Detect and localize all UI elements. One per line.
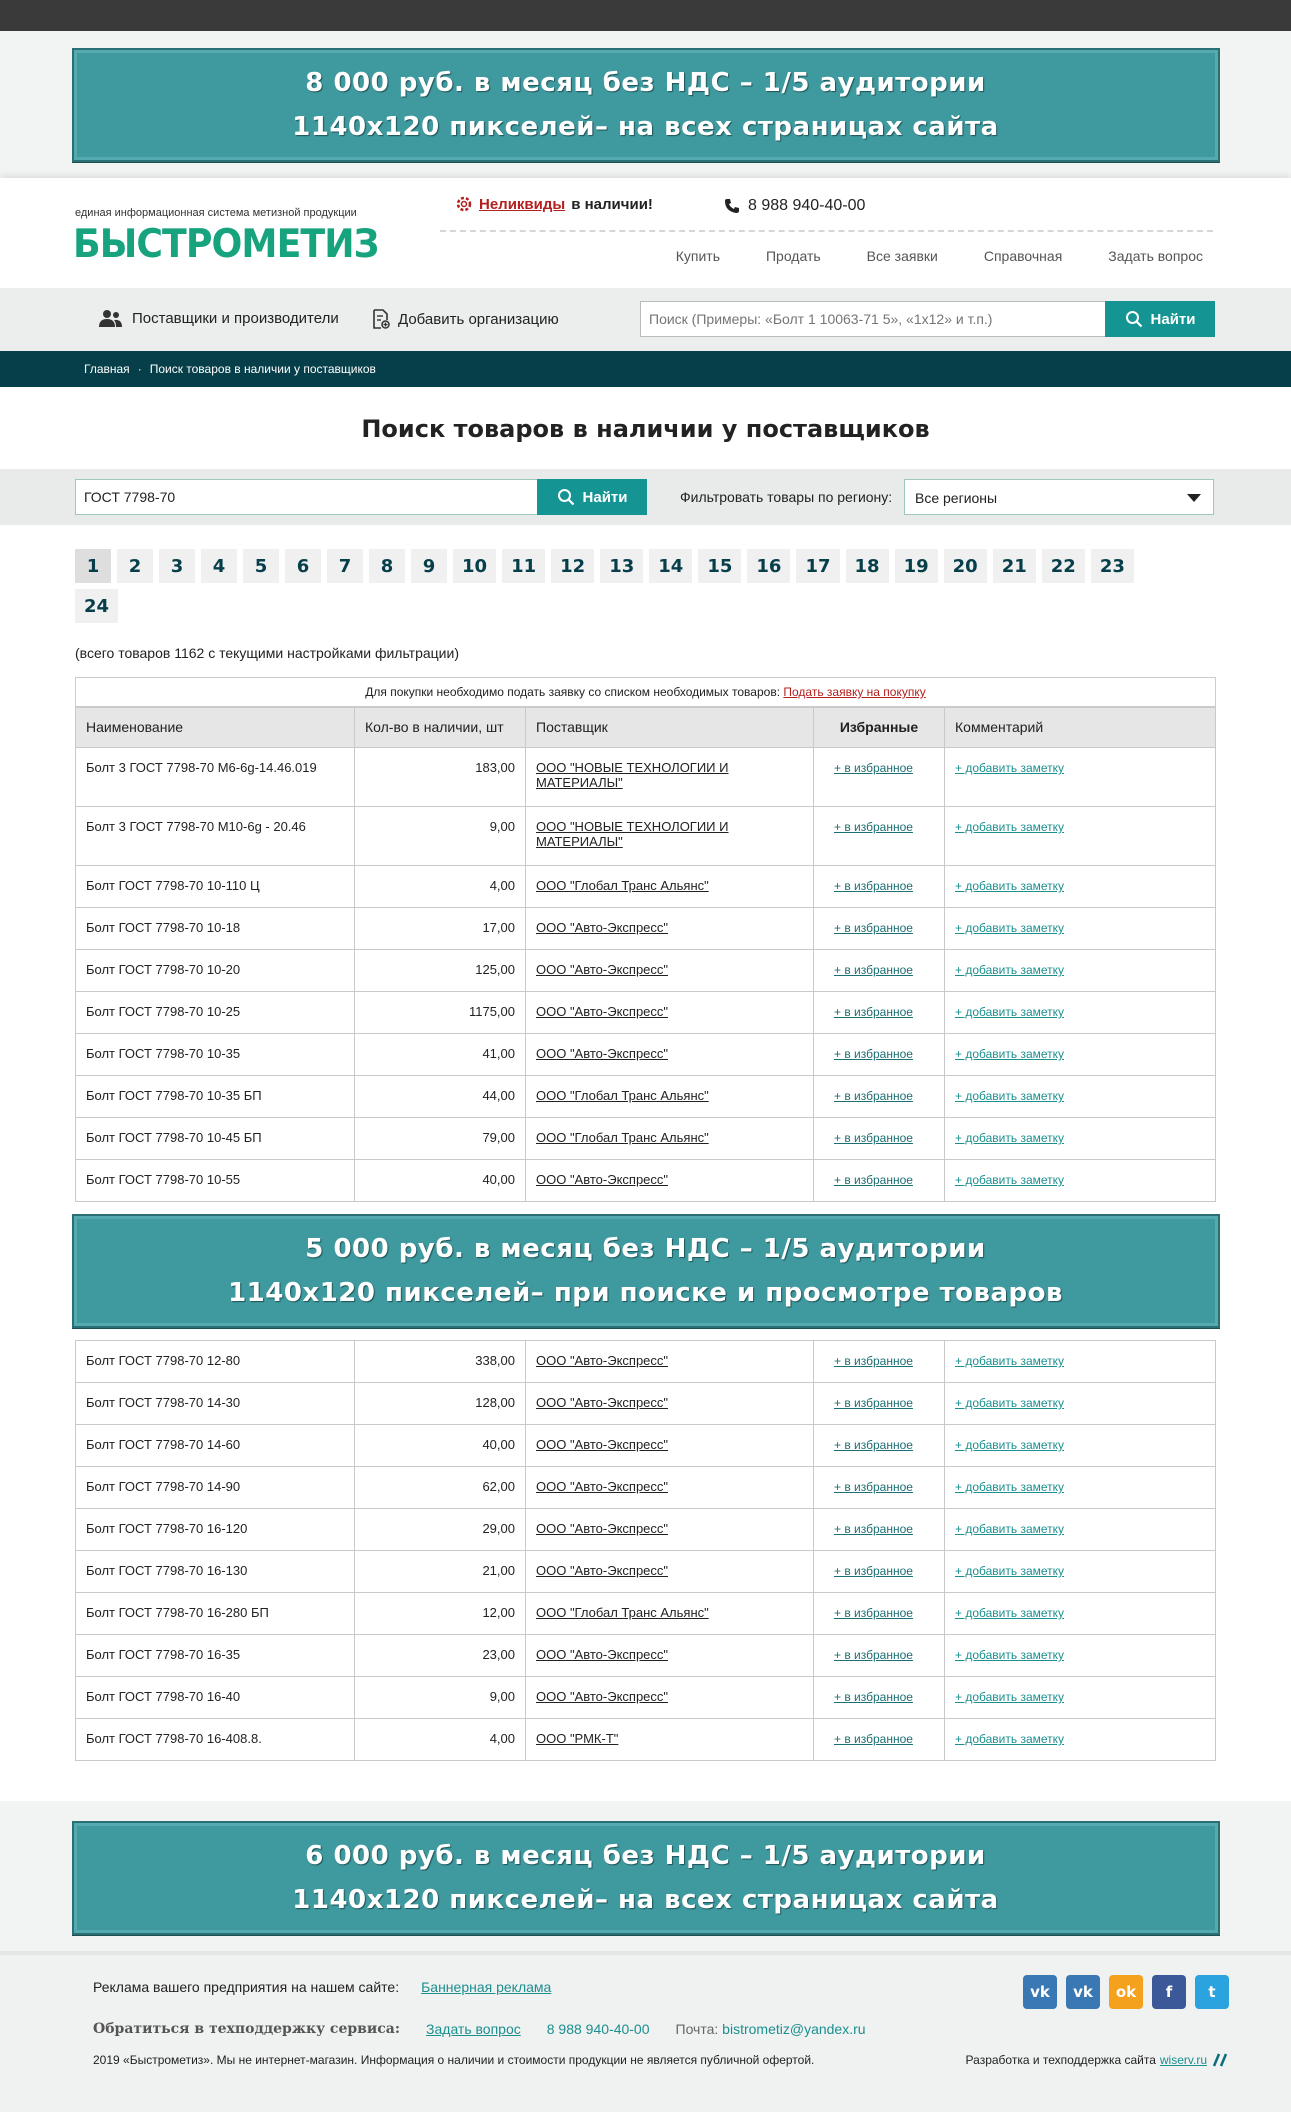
developer-logo-icon bbox=[1211, 2053, 1229, 2067]
page-title: Поиск товаров в наличии у поставщиков bbox=[361, 415, 930, 443]
product-name: Болт ГОСТ 7798-70 12-80 bbox=[76, 1341, 355, 1383]
product-name: Болт ГОСТ 7798-70 10-110 Ц bbox=[76, 866, 355, 908]
page-21-button[interactable]: 21 bbox=[993, 549, 1036, 583]
supplier-link[interactable]: ООО "Авто-Экспресс" bbox=[536, 920, 669, 935]
bottom-banner-wrap bbox=[0, 1801, 1291, 1951]
page-23-button[interactable]: 23 bbox=[1091, 549, 1134, 583]
add-note-link[interactable]: + добавить заметку bbox=[955, 1005, 1065, 1019]
total-count: (всего товаров 1162 с текущими настройками фильтрации) bbox=[75, 645, 459, 661]
comment-cell bbox=[945, 1635, 1216, 1677]
submit-purchase-request-link[interactable]: Подать заявку на покупку bbox=[783, 685, 926, 699]
site-search-button[interactable] bbox=[1105, 301, 1215, 337]
supplier-link[interactable]: ООО "Авто-Экспресс" bbox=[536, 1479, 669, 1494]
top-ad-banner[interactable] bbox=[72, 48, 1220, 162]
developer-label: Разработка и техподдержка сайта bbox=[965, 2053, 1156, 2067]
banner-line-2: 1140x120 пикселей– при поиске и просмотре товаров bbox=[228, 1278, 1063, 1308]
supplier-cell bbox=[526, 1509, 814, 1551]
comment-cell bbox=[945, 908, 1216, 950]
col-header-name: Наименование bbox=[76, 708, 355, 748]
page-24-button[interactable]: 24 bbox=[75, 589, 118, 623]
supplier-cell bbox=[526, 1551, 814, 1593]
page-1-button[interactable]: 1 bbox=[75, 549, 111, 583]
table-row bbox=[76, 807, 1216, 866]
product-name: Болт ГОСТ 7798-70 16-35 bbox=[76, 1635, 355, 1677]
product-name: Болт 3 ГОСТ 7798-70 М6-6g-14.46.019 bbox=[76, 748, 355, 807]
comment-cell bbox=[945, 866, 1216, 908]
add-note-link[interactable]: + добавить заметку bbox=[955, 1047, 1065, 1061]
mid-ad-banner[interactable] bbox=[72, 1214, 1220, 1328]
add-note-link[interactable]: + добавить заметку bbox=[955, 1438, 1065, 1452]
product-name: Болт ГОСТ 7798-70 10-18 bbox=[76, 908, 355, 950]
comment-cell bbox=[945, 1034, 1216, 1076]
supplier-cell bbox=[526, 1076, 814, 1118]
table-row bbox=[76, 1118, 1216, 1160]
nav-all-requests[interactable]: Все заявки bbox=[866, 248, 938, 264]
page-4-button[interactable]: 4 bbox=[201, 549, 237, 583]
supplier-cell bbox=[526, 1425, 814, 1467]
product-search-button[interactable] bbox=[537, 479, 647, 515]
page-10-button[interactable]: 10 bbox=[453, 549, 496, 583]
supplier-cell bbox=[526, 748, 814, 807]
social-links bbox=[1023, 1975, 1229, 2009]
table-row bbox=[76, 1635, 1216, 1677]
product-qty: 4,00 bbox=[355, 1719, 526, 1761]
add-note-link[interactable]: + добавить заметку bbox=[955, 761, 1065, 775]
comment-cell bbox=[945, 807, 1216, 866]
product-name: Болт ГОСТ 7798-70 14-30 bbox=[76, 1383, 355, 1425]
site-footer bbox=[0, 1951, 1291, 2088]
page-11-button[interactable]: 11 bbox=[502, 549, 545, 583]
banner-line-2: 1140x120 пикселей– на всех страницах сайта bbox=[292, 1885, 999, 1915]
add-to-favorites-link[interactable]: + в избранное bbox=[834, 963, 913, 977]
add-to-favorites-link[interactable]: + в избранное bbox=[834, 1005, 913, 1019]
breadcrumb-separator: · bbox=[137, 362, 142, 376]
table-row bbox=[76, 1677, 1216, 1719]
product-name: Болт ГОСТ 7798-70 16-120 bbox=[76, 1509, 355, 1551]
col-header-favorites: Избранные bbox=[814, 708, 945, 748]
footer-phone[interactable]: 8 988 940-40-00 bbox=[546, 2021, 650, 2037]
product-search-label: Найти bbox=[582, 488, 628, 506]
page-15-button[interactable]: 15 bbox=[698, 549, 741, 583]
page-19-button[interactable]: 19 bbox=[895, 549, 938, 583]
supplier-cell bbox=[526, 1383, 814, 1425]
supplier-cell bbox=[526, 866, 814, 908]
product-name: Болт ГОСТ 7798-70 10-20 bbox=[76, 950, 355, 992]
supplier-link[interactable]: ООО "Авто-Экспресс" bbox=[536, 1437, 669, 1452]
footer-ask-link[interactable]: Задать вопрос bbox=[426, 2021, 521, 2037]
top-banner-wrap bbox=[0, 31, 1291, 178]
add-to-favorites-link[interactable]: + в избранное bbox=[834, 1438, 913, 1452]
banner-line-2: 1140x120 пикселей– на всех страницах сайта bbox=[292, 112, 999, 142]
add-note-link[interactable]: + добавить заметку bbox=[955, 879, 1065, 893]
illiquid-text: в наличии! bbox=[571, 195, 653, 213]
odnoklassniki-icon[interactable]: ok bbox=[1109, 1975, 1143, 2009]
phone-number[interactable]: 8 988 940-40-00 bbox=[748, 197, 866, 214]
footer-ad-row bbox=[93, 1979, 551, 1995]
developer-link[interactable]: wiserv.ru bbox=[1159, 2053, 1207, 2067]
main-nav bbox=[676, 248, 1203, 264]
page-17-button[interactable]: 17 bbox=[796, 549, 839, 583]
product-qty: 1175,00 bbox=[355, 992, 526, 1034]
comment-cell bbox=[945, 1076, 1216, 1118]
favorites-cell bbox=[814, 1160, 945, 1202]
add-to-favorites-link[interactable]: + в избранное bbox=[834, 921, 913, 935]
add-note-link[interactable]: + добавить заметку bbox=[955, 1396, 1065, 1410]
page-20-button[interactable]: 20 bbox=[944, 549, 987, 583]
page-5-button[interactable]: 5 bbox=[243, 549, 279, 583]
table-row bbox=[76, 1719, 1216, 1761]
add-to-favorites-link[interactable]: + в избранное bbox=[834, 1131, 913, 1145]
comment-cell bbox=[945, 1677, 1216, 1719]
banner-line-1: 5 000 руб. в месяц без НДС – 1/5 аудитории bbox=[305, 1234, 986, 1264]
add-to-favorites-link[interactable]: + в избранное bbox=[834, 1690, 913, 1704]
comment-cell bbox=[945, 1118, 1216, 1160]
comment-cell bbox=[945, 992, 1216, 1034]
add-to-favorites-link[interactable]: + в избранное bbox=[834, 1354, 913, 1368]
favorites-cell bbox=[814, 950, 945, 992]
favorites-cell bbox=[814, 1118, 945, 1160]
product-qty: 23,00 bbox=[355, 1635, 526, 1677]
product-qty: 44,00 bbox=[355, 1076, 526, 1118]
supplier-cell bbox=[526, 1034, 814, 1076]
supplier-link[interactable]: ООО "Авто-Экспресс" bbox=[536, 1521, 669, 1536]
table-row bbox=[76, 992, 1216, 1034]
add-to-favorites-link[interactable]: + в избранное bbox=[834, 879, 913, 893]
supplier-cell bbox=[526, 908, 814, 950]
supplier-cell bbox=[526, 1467, 814, 1509]
nav-sell[interactable]: Продать bbox=[765, 248, 821, 264]
supplier-link[interactable]: ООО "РМК-Т" bbox=[536, 1731, 619, 1746]
supplier-cell bbox=[526, 1719, 814, 1761]
product-search-input[interactable] bbox=[75, 479, 538, 515]
illiquid-banner bbox=[455, 195, 653, 213]
add-to-favorites-link[interactable]: + в избранное bbox=[834, 1173, 913, 1187]
col-header-supplier: Поставщик bbox=[526, 708, 814, 748]
footer-support-row bbox=[93, 2021, 866, 2037]
add-to-favorites-link[interactable]: + в избранное bbox=[834, 820, 913, 834]
supplier-cell bbox=[526, 1635, 814, 1677]
favorites-cell bbox=[814, 1034, 945, 1076]
favorites-cell bbox=[814, 1677, 945, 1719]
twitter-icon[interactable]: t bbox=[1195, 1975, 1229, 2009]
table-row bbox=[76, 866, 1216, 908]
site-header bbox=[0, 178, 1291, 288]
supplier-link[interactable]: ООО "Авто-Экспресс" bbox=[536, 1647, 669, 1662]
site-logo[interactable]: БЫСТРОМЕТИЗ bbox=[73, 222, 379, 267]
comment-cell bbox=[945, 748, 1216, 807]
nav-ask-question[interactable]: Задать вопрос bbox=[1108, 248, 1203, 264]
add-to-favorites-link[interactable]: + в избранное bbox=[834, 1047, 913, 1061]
comment-cell bbox=[945, 1593, 1216, 1635]
favorites-cell bbox=[814, 992, 945, 1034]
add-to-favorites-link[interactable]: + в избранное bbox=[834, 1648, 913, 1662]
page-6-button[interactable]: 6 bbox=[285, 549, 321, 583]
supplier-link[interactable]: ООО "Глобал Транс Альянс" bbox=[536, 1130, 709, 1145]
product-qty: 62,00 bbox=[355, 1467, 526, 1509]
product-name: Болт 3 ГОСТ 7798-70 М10-6g - 20.46 bbox=[76, 807, 355, 866]
document-add-icon bbox=[372, 309, 390, 329]
comment-cell bbox=[945, 1719, 1216, 1761]
product-name: Болт ГОСТ 7798-70 16-130 bbox=[76, 1551, 355, 1593]
pagination bbox=[0, 525, 1220, 623]
add-note-link[interactable]: + добавить заметку bbox=[955, 1480, 1065, 1494]
table-row bbox=[76, 1034, 1216, 1076]
comment-cell bbox=[945, 1160, 1216, 1202]
region-filter-label: Фильтровать товары по региону: bbox=[680, 489, 893, 505]
site-search-input[interactable] bbox=[640, 301, 1106, 337]
comment-cell bbox=[945, 1383, 1216, 1425]
page-14-button[interactable]: 14 bbox=[649, 549, 692, 583]
product-name: Болт ГОСТ 7798-70 14-90 bbox=[76, 1467, 355, 1509]
table-row bbox=[76, 1467, 1216, 1509]
add-to-favorites-link[interactable]: + в избранное bbox=[834, 1606, 913, 1620]
supplier-cell bbox=[526, 1341, 814, 1383]
supplier-link[interactable]: ООО "НОВЫЕ ТЕХНОЛОГИИ И МАТЕРИАЛЫ" bbox=[536, 760, 729, 790]
favorites-cell bbox=[814, 908, 945, 950]
product-qty: 9,00 bbox=[355, 1677, 526, 1719]
product-qty: 338,00 bbox=[355, 1341, 526, 1383]
add-note-link[interactable]: + добавить заметку bbox=[955, 1354, 1065, 1368]
bottom-ad-banner[interactable] bbox=[72, 1821, 1220, 1935]
table-row bbox=[76, 1341, 1216, 1383]
product-name: Болт ГОСТ 7798-70 16-40 bbox=[76, 1677, 355, 1719]
add-organization-link[interactable] bbox=[372, 309, 559, 329]
product-name: Болт ГОСТ 7798-70 16-408.8. bbox=[76, 1719, 355, 1761]
facebook-icon[interactable]: f bbox=[1152, 1975, 1186, 2009]
product-qty: 17,00 bbox=[355, 908, 526, 950]
product-name: Болт ГОСТ 7798-70 14-60 bbox=[76, 1425, 355, 1467]
supplier-link[interactable]: ООО "Авто-Экспресс" bbox=[536, 1046, 669, 1061]
product-qty: 40,00 bbox=[355, 1425, 526, 1467]
add-note-link[interactable]: + добавить заметку bbox=[955, 1522, 1065, 1536]
breadcrumb bbox=[0, 351, 1291, 387]
supplier-link[interactable]: ООО "Авто-Экспресс" bbox=[536, 1172, 669, 1187]
favorites-cell bbox=[814, 748, 945, 807]
products-table bbox=[75, 707, 1216, 1202]
favorites-cell bbox=[814, 1341, 945, 1383]
favorites-cell bbox=[814, 1076, 945, 1118]
supplier-cell bbox=[526, 950, 814, 992]
table-row bbox=[76, 1593, 1216, 1635]
add-note-link[interactable]: + добавить заметку bbox=[955, 1648, 1065, 1662]
nav-buy[interactable]: Купить bbox=[675, 248, 720, 264]
favorites-cell bbox=[814, 1635, 945, 1677]
add-note-link[interactable]: + добавить заметку bbox=[955, 1089, 1065, 1103]
product-qty: 9,00 bbox=[355, 807, 526, 866]
product-qty: 183,00 bbox=[355, 748, 526, 807]
content-spacer bbox=[0, 1761, 1291, 1801]
footer-developer bbox=[966, 2053, 1229, 2067]
toolbar bbox=[0, 288, 1291, 351]
table-row bbox=[76, 1160, 1216, 1202]
gear-icon bbox=[455, 195, 473, 213]
favorites-cell bbox=[814, 1383, 945, 1425]
product-name: Болт ГОСТ 7798-70 10-25 bbox=[76, 992, 355, 1034]
product-qty: 12,00 bbox=[355, 1593, 526, 1635]
supplier-cell bbox=[526, 807, 814, 866]
main-content bbox=[0, 387, 1291, 1801]
add-note-link[interactable]: + добавить заметку bbox=[955, 1173, 1065, 1187]
supplier-link[interactable]: ООО "Глобал Транс Альянс" bbox=[536, 878, 709, 893]
footer-support-label: Обратиться в техподдержку сервиса: bbox=[93, 2021, 401, 2037]
product-qty: 79,00 bbox=[355, 1118, 526, 1160]
add-to-favorites-link[interactable]: + в избранное bbox=[834, 1522, 913, 1536]
illiquid-link[interactable]: Неликвиды bbox=[479, 195, 566, 213]
products-table-continued bbox=[75, 1340, 1216, 1761]
search-icon bbox=[557, 488, 575, 506]
supplier-link[interactable]: ООО "Авто-Экспресс" bbox=[536, 1353, 669, 1368]
table-row bbox=[76, 1425, 1216, 1467]
top-bar bbox=[0, 0, 1291, 31]
add-note-link[interactable]: + добавить заметку bbox=[955, 921, 1065, 935]
users-icon bbox=[96, 309, 124, 327]
page-12-button[interactable]: 12 bbox=[551, 549, 594, 583]
page-13-button[interactable]: 13 bbox=[600, 549, 643, 583]
table-row bbox=[76, 908, 1216, 950]
product-name: Болт ГОСТ 7798-70 16-280 БП bbox=[76, 1593, 355, 1635]
banner-ad-link[interactable]: Баннерная реклама bbox=[421, 1979, 552, 1995]
add-note-link[interactable]: + добавить заметку bbox=[955, 963, 1065, 977]
footer-ad-label: Реклама вашего предприятия на нашем сайте: bbox=[93, 1979, 400, 1995]
page-2-button[interactable]: 2 bbox=[117, 549, 153, 583]
product-qty: 21,00 bbox=[355, 1551, 526, 1593]
page-22-button[interactable]: 22 bbox=[1042, 549, 1085, 583]
supplier-cell bbox=[526, 1118, 814, 1160]
supplier-link[interactable]: ООО "Глобал Транс Альянс" bbox=[536, 1088, 709, 1103]
table-row bbox=[76, 1551, 1216, 1593]
phone-icon bbox=[724, 198, 740, 214]
comment-cell bbox=[945, 1467, 1216, 1509]
add-note-link[interactable]: + добавить заметку bbox=[955, 1690, 1065, 1704]
footer-mail-label-text: Почта: bbox=[675, 2021, 719, 2037]
product-name: Болт ГОСТ 7798-70 10-35 bbox=[76, 1034, 355, 1076]
product-qty: 4,00 bbox=[355, 866, 526, 908]
favorites-cell bbox=[814, 1425, 945, 1467]
add-org-label: Добавить организацию bbox=[398, 310, 559, 328]
add-to-favorites-link[interactable]: + в избранное bbox=[834, 761, 913, 775]
product-name: Болт ГОСТ 7798-70 10-35 БП bbox=[76, 1076, 355, 1118]
favorites-cell bbox=[814, 1467, 945, 1509]
logo-subtitle: единая информационная система метизной продукции bbox=[75, 207, 357, 219]
add-to-favorites-link[interactable]: + в избранное bbox=[834, 1396, 913, 1410]
favorites-cell bbox=[814, 807, 945, 866]
page-7-button[interactable]: 7 bbox=[327, 549, 363, 583]
table-row bbox=[76, 950, 1216, 992]
favorites-cell bbox=[814, 1719, 945, 1761]
page-16-button[interactable]: 16 bbox=[747, 549, 790, 583]
comment-cell bbox=[945, 950, 1216, 992]
table-row bbox=[76, 748, 1216, 807]
product-qty: 128,00 bbox=[355, 1383, 526, 1425]
supplier-link[interactable]: ООО "Авто-Экспресс" bbox=[536, 1689, 669, 1704]
vk-icon[interactable]: vk bbox=[1023, 1975, 1057, 2009]
add-note-link[interactable]: + добавить заметку bbox=[955, 1564, 1065, 1578]
product-qty: 125,00 bbox=[355, 950, 526, 992]
favorites-cell bbox=[814, 866, 945, 908]
supplier-cell bbox=[526, 1160, 814, 1202]
banner-line-1: 6 000 руб. в месяц без НДС – 1/5 аудитории bbox=[305, 1841, 986, 1871]
page-18-button[interactable]: 18 bbox=[846, 549, 889, 583]
add-note-link[interactable]: + добавить заметку bbox=[955, 1606, 1065, 1620]
comment-cell bbox=[945, 1341, 1216, 1383]
search-button-label: Найти bbox=[1150, 310, 1196, 328]
footer-mail[interactable]: bistrometiz@yandex.ru bbox=[722, 2021, 866, 2037]
add-note-link[interactable]: + добавить заметку bbox=[955, 820, 1065, 834]
footer-copyright: 2019 «Быстрометиз». Мы не интернет-магазин. Информация о наличии и стоимости продукции не является публичной офертой. bbox=[93, 2053, 815, 2067]
comment-cell bbox=[945, 1509, 1216, 1551]
filter-bar bbox=[0, 469, 1291, 525]
banner-line-1: 8 000 руб. в месяц без НДС – 1/5 аудитории bbox=[305, 68, 986, 98]
supplier-link[interactable]: ООО "Глобал Транс Альянс" bbox=[536, 1605, 709, 1620]
header-phone bbox=[724, 197, 865, 215]
add-to-favorites-link[interactable]: + в избранное bbox=[834, 1732, 913, 1746]
table-row bbox=[76, 1383, 1216, 1425]
favorites-cell bbox=[814, 1593, 945, 1635]
col-header-qty: Кол-во в наличии, шт bbox=[355, 708, 526, 748]
breadcrumb-current: Поиск товаров в наличии у поставщиков bbox=[149, 362, 376, 376]
add-note-link[interactable]: + добавить заметку bbox=[955, 1732, 1065, 1746]
supplier-link[interactable]: ООО "Авто-Экспресс" bbox=[536, 1004, 669, 1019]
supplier-cell bbox=[526, 992, 814, 1034]
table-row bbox=[76, 1076, 1216, 1118]
add-to-favorites-link[interactable]: + в избранное bbox=[834, 1564, 913, 1578]
favorites-cell bbox=[814, 1509, 945, 1551]
table-row bbox=[76, 1509, 1216, 1551]
supplier-cell bbox=[526, 1593, 814, 1635]
nav-reference[interactable]: Справочная bbox=[983, 248, 1063, 264]
add-to-favorites-link[interactable]: + в избранное bbox=[834, 1480, 913, 1494]
chevron-down-icon bbox=[1187, 494, 1201, 502]
region-selected-value: Все регионы bbox=[915, 490, 998, 506]
supplier-link[interactable]: ООО "НОВЫЕ ТЕХНОЛОГИИ И МАТЕРИАЛЫ" bbox=[536, 819, 729, 849]
supplier-link[interactable]: ООО "Авто-Экспресс" bbox=[536, 962, 669, 977]
comment-cell bbox=[945, 1425, 1216, 1467]
product-qty: 29,00 bbox=[355, 1509, 526, 1551]
region-select[interactable] bbox=[904, 479, 1214, 515]
add-to-favorites-link[interactable]: + в избранное bbox=[834, 1089, 913, 1103]
page-8-button[interactable]: 8 bbox=[369, 549, 405, 583]
product-qty: 40,00 bbox=[355, 1160, 526, 1202]
col-header-comment: Комментарий bbox=[945, 708, 1216, 748]
vk-alt-icon[interactable]: vk bbox=[1066, 1975, 1100, 2009]
purchase-notice bbox=[75, 677, 1216, 707]
favorites-cell bbox=[814, 1551, 945, 1593]
product-name: Болт ГОСТ 7798-70 10-55 bbox=[76, 1160, 355, 1202]
search-icon bbox=[1125, 310, 1143, 328]
suppliers-link[interactable] bbox=[96, 309, 339, 327]
supplier-link[interactable]: ООО "Авто-Экспресс" bbox=[536, 1563, 669, 1578]
product-qty: 41,00 bbox=[355, 1034, 526, 1076]
suppliers-label: Поставщики и производители bbox=[132, 309, 339, 327]
notice-text: Для покупки необходимо подать заявку со списком необходимых товаров: bbox=[365, 685, 781, 699]
breadcrumb-home[interactable]: Главная bbox=[84, 362, 130, 376]
comment-cell bbox=[945, 1551, 1216, 1593]
add-note-link[interactable]: + добавить заметку bbox=[955, 1131, 1065, 1145]
product-name: Болт ГОСТ 7798-70 10-45 БП bbox=[76, 1118, 355, 1160]
page-9-button[interactable]: 9 bbox=[411, 549, 447, 583]
supplier-cell bbox=[526, 1677, 814, 1719]
page-3-button[interactable]: 3 bbox=[159, 549, 195, 583]
footer-mail-label bbox=[676, 2021, 866, 2037]
supplier-link[interactable]: ООО "Авто-Экспресс" bbox=[536, 1395, 669, 1410]
header-divider bbox=[440, 230, 1213, 232]
